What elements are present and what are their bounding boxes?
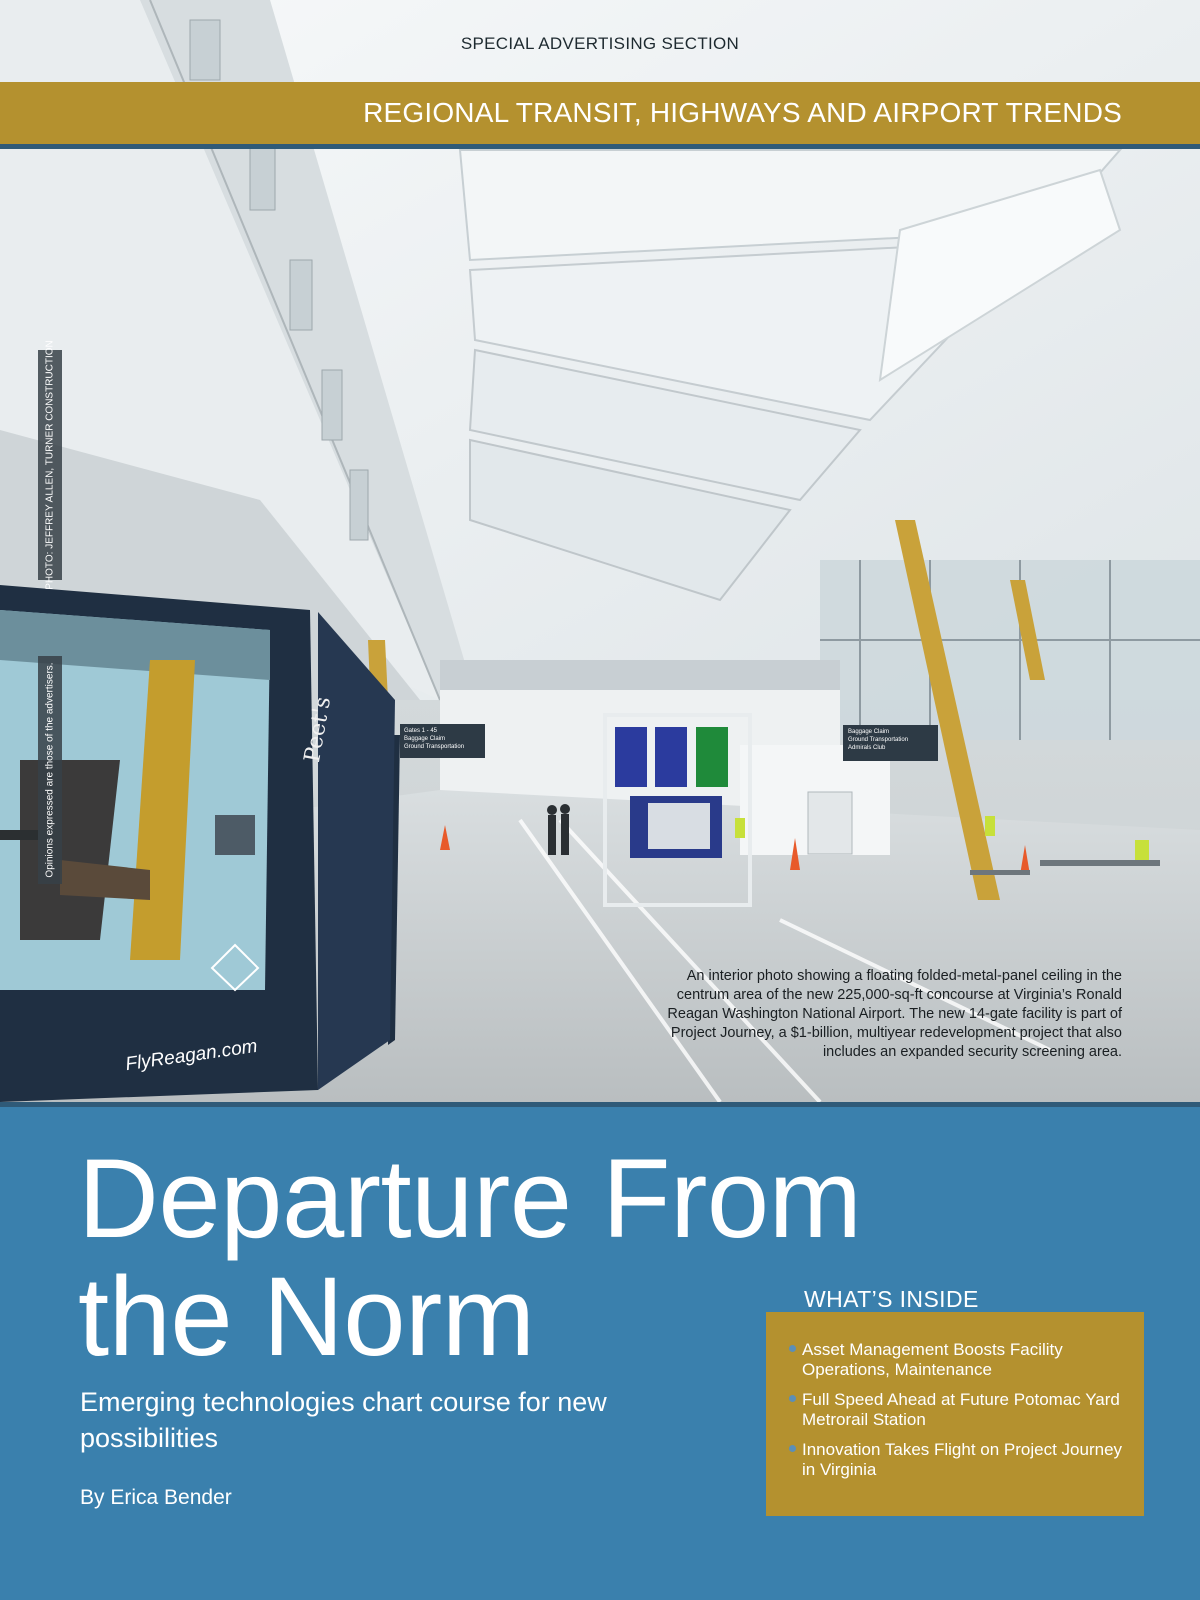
- wall-ad-brand: Peet's: [300, 694, 337, 765]
- subheadline: Emerging technologies chart course for new possibilities: [80, 1387, 607, 1453]
- wall-ad-url: FlyReagan.com: [124, 1035, 259, 1076]
- gates-sign-line: Baggage Claim: [404, 736, 446, 742]
- photo-credit-text: PHOTO: JEFFREY ALLEN, TURNER CONSTRUCTION: [44, 340, 56, 590]
- gates-sign: [404, 727, 464, 751]
- headline: [78, 1136, 862, 1379]
- whats-inside-item[interactable]: [802, 1390, 1124, 1430]
- photo-caption: An interior photo showing a floating folded-metal-panel ceiling in the centrum area of the new 225,000-sq-ft concourse at Virginia’s Ronald Reagan Washington National Airport. The new 14-gate facility is part of Project Journey, a $1-billion, multiyear redevelopment project that also includes an expanded security screening area.: [667, 968, 1122, 1060]
- baggage-sign-line: Baggage Claim: [848, 729, 890, 735]
- headline-line: the Norm: [78, 1254, 535, 1379]
- baggage-sign: [848, 728, 908, 752]
- bullet-icon: [789, 1345, 796, 1352]
- photo-divider: [0, 1102, 1200, 1107]
- section-label: SPECIAL ADVERTISING SECTION: [460, 34, 740, 53]
- baggage-sign-line: Admirals Club: [848, 745, 886, 751]
- bullet-icon: [789, 1445, 796, 1452]
- advertiser-disclaimer: [38, 656, 62, 884]
- whats-inside-item[interactable]: [802, 1440, 1124, 1480]
- whats-inside-item-label: Full Speed Ahead at Future Potomac Yard Metrorail Station: [802, 1390, 1120, 1429]
- photo-credit: [38, 340, 62, 590]
- advertiser-disclaimer-text: Opinions expressed are those of the advertisers.: [44, 662, 56, 878]
- band-title: REGIONAL TRANSIT, HIGHWAYS AND AIRPORT TRENDS: [363, 97, 1122, 128]
- gates-sign-line: Ground Transportation: [404, 744, 465, 750]
- baggage-sign-line: Ground Transportation: [848, 737, 909, 743]
- whats-inside-item[interactable]: [802, 1340, 1124, 1380]
- whats-inside-title: WHAT’S INSIDE: [804, 1286, 979, 1312]
- gates-sign-line: Gates 1 - 45: [404, 728, 438, 734]
- whats-inside-box: [766, 1312, 1144, 1516]
- whats-inside-item-label: Asset Management Boosts Facility Operations, Maintenance: [802, 1340, 1063, 1379]
- whats-inside-item-label: Innovation Takes Flight on Project Journey in Virginia: [802, 1440, 1123, 1479]
- section-band: [0, 82, 1200, 149]
- byline: By Erica Bender: [80, 1486, 232, 1509]
- bullet-icon: [789, 1395, 796, 1402]
- headline-line: Departure From: [78, 1136, 862, 1261]
